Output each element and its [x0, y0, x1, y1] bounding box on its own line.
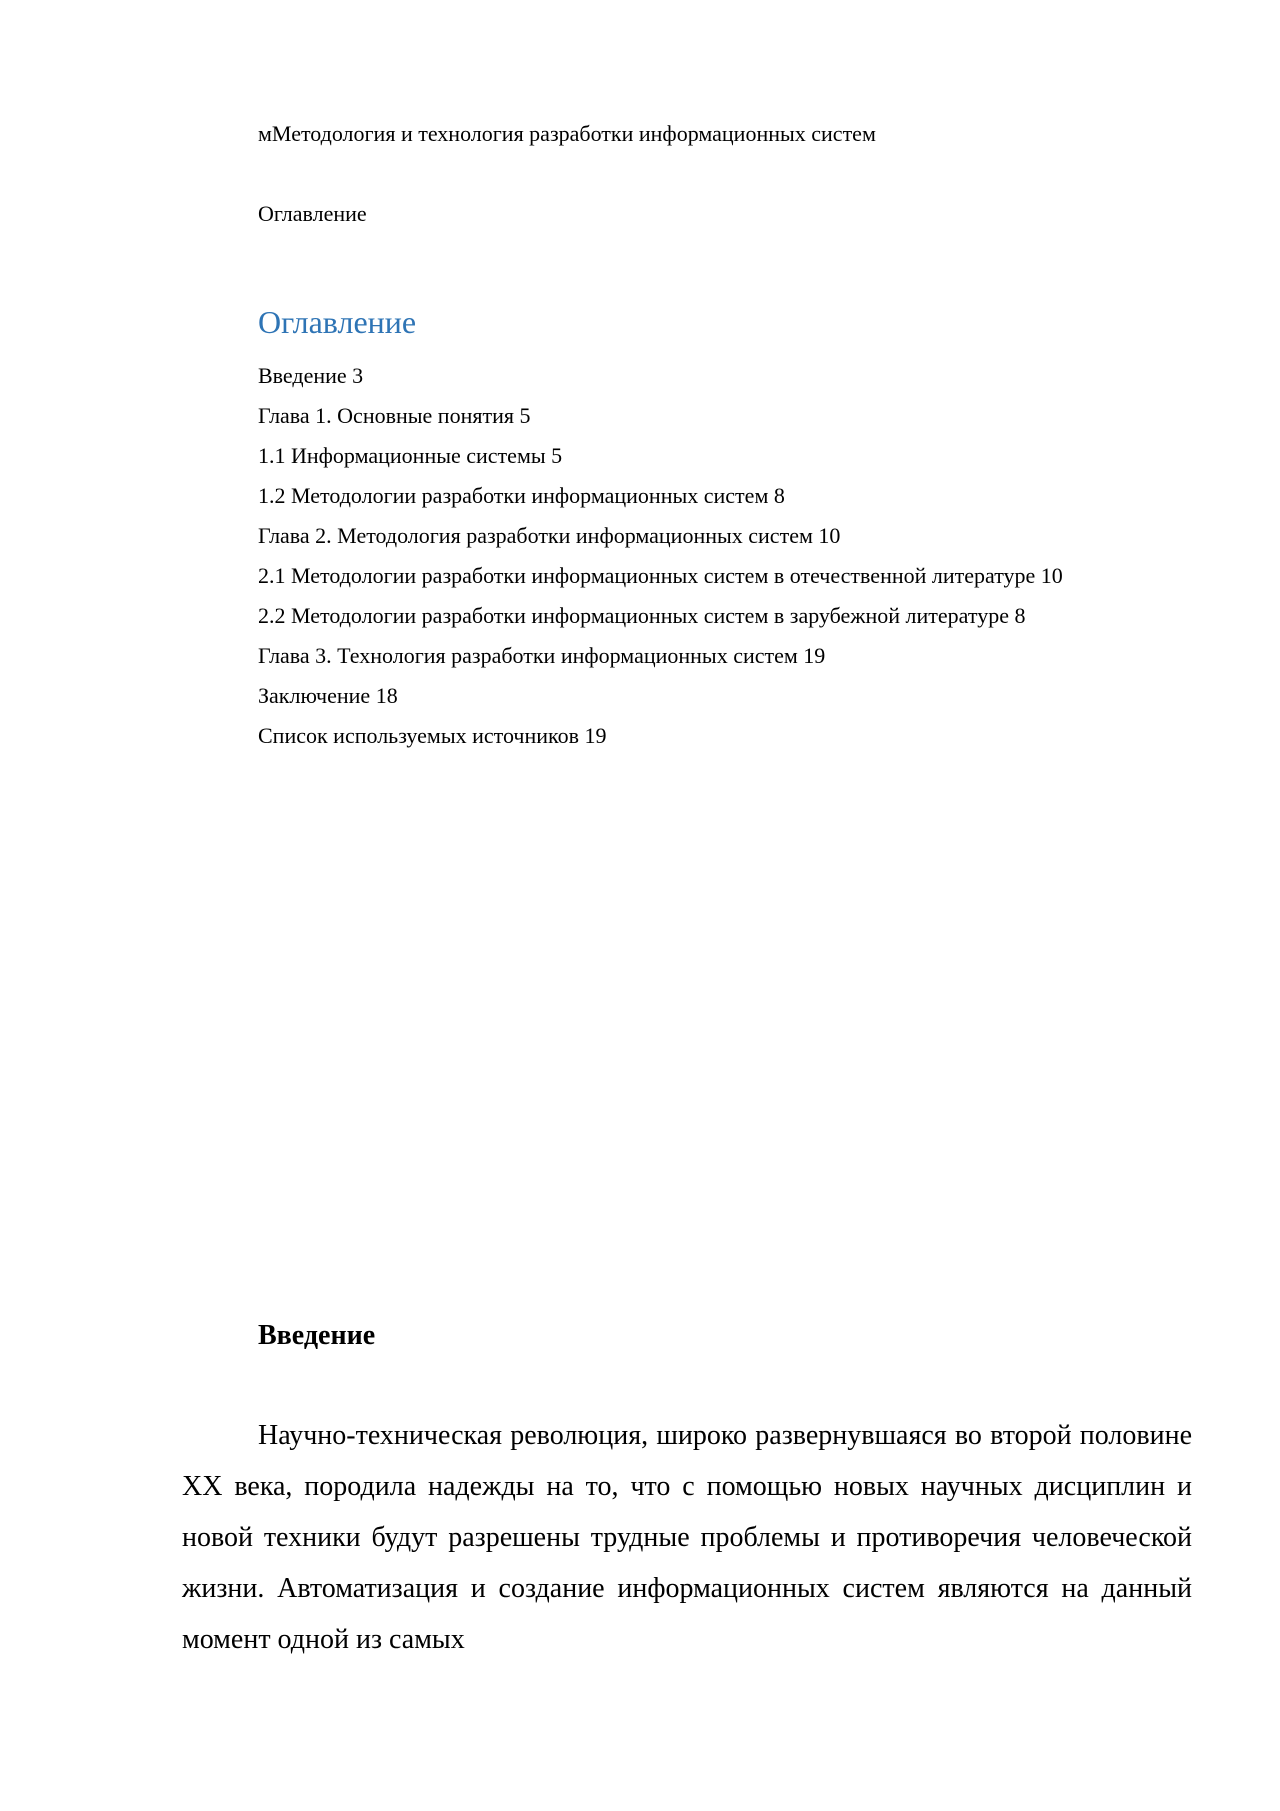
toc-heading: Оглавление	[258, 304, 417, 340]
toc-item-section-2-2[interactable]: 2.2 Методологии разработки информационных систем в зарубежной литературе 8	[258, 603, 1026, 628]
toc-item-section-1-1[interactable]: 1.1 Информационные системы 5	[258, 443, 563, 468]
introduction-heading: Введение	[258, 1320, 376, 1351]
toc-label: Оглавление	[258, 201, 367, 226]
introduction-paragraph: Научно-техническая революция, широко развернувшаяся во второй половине XX века, породила надежды на то, что с помощью новых научных дисциплин и новой техники будут разрешены трудные проблемы и противоречия человеческой жизни. Автоматизация и создание информационных систем являются на данный момент одной из самых	[182, 1420, 1192, 1655]
toc-item-chapter-2[interactable]: Глава 2. Методология разработки информационных систем 10	[258, 523, 841, 548]
toc-item-introduction[interactable]: Введение 3	[258, 363, 364, 388]
toc-item-chapter-3[interactable]: Глава 3. Технология разработки информационных систем 19	[258, 643, 826, 668]
toc-item-section-2-1[interactable]: 2.1 Методологии разработки информационных систем в отечественной литературе 10	[258, 563, 1063, 588]
document-title: мМетодология и технология разработки информационных систем	[258, 121, 876, 146]
toc-item-chapter-1[interactable]: Глава 1. Основные понятия 5	[258, 403, 531, 428]
toc-list	[258, 362, 1063, 762]
toc-item-references[interactable]: Список используемых источников 19	[258, 723, 607, 748]
toc-item-section-1-2[interactable]: 1.2 Методологии разработки информационных систем 8	[258, 483, 785, 508]
toc-item-conclusion[interactable]: Заключение 18	[258, 683, 398, 708]
